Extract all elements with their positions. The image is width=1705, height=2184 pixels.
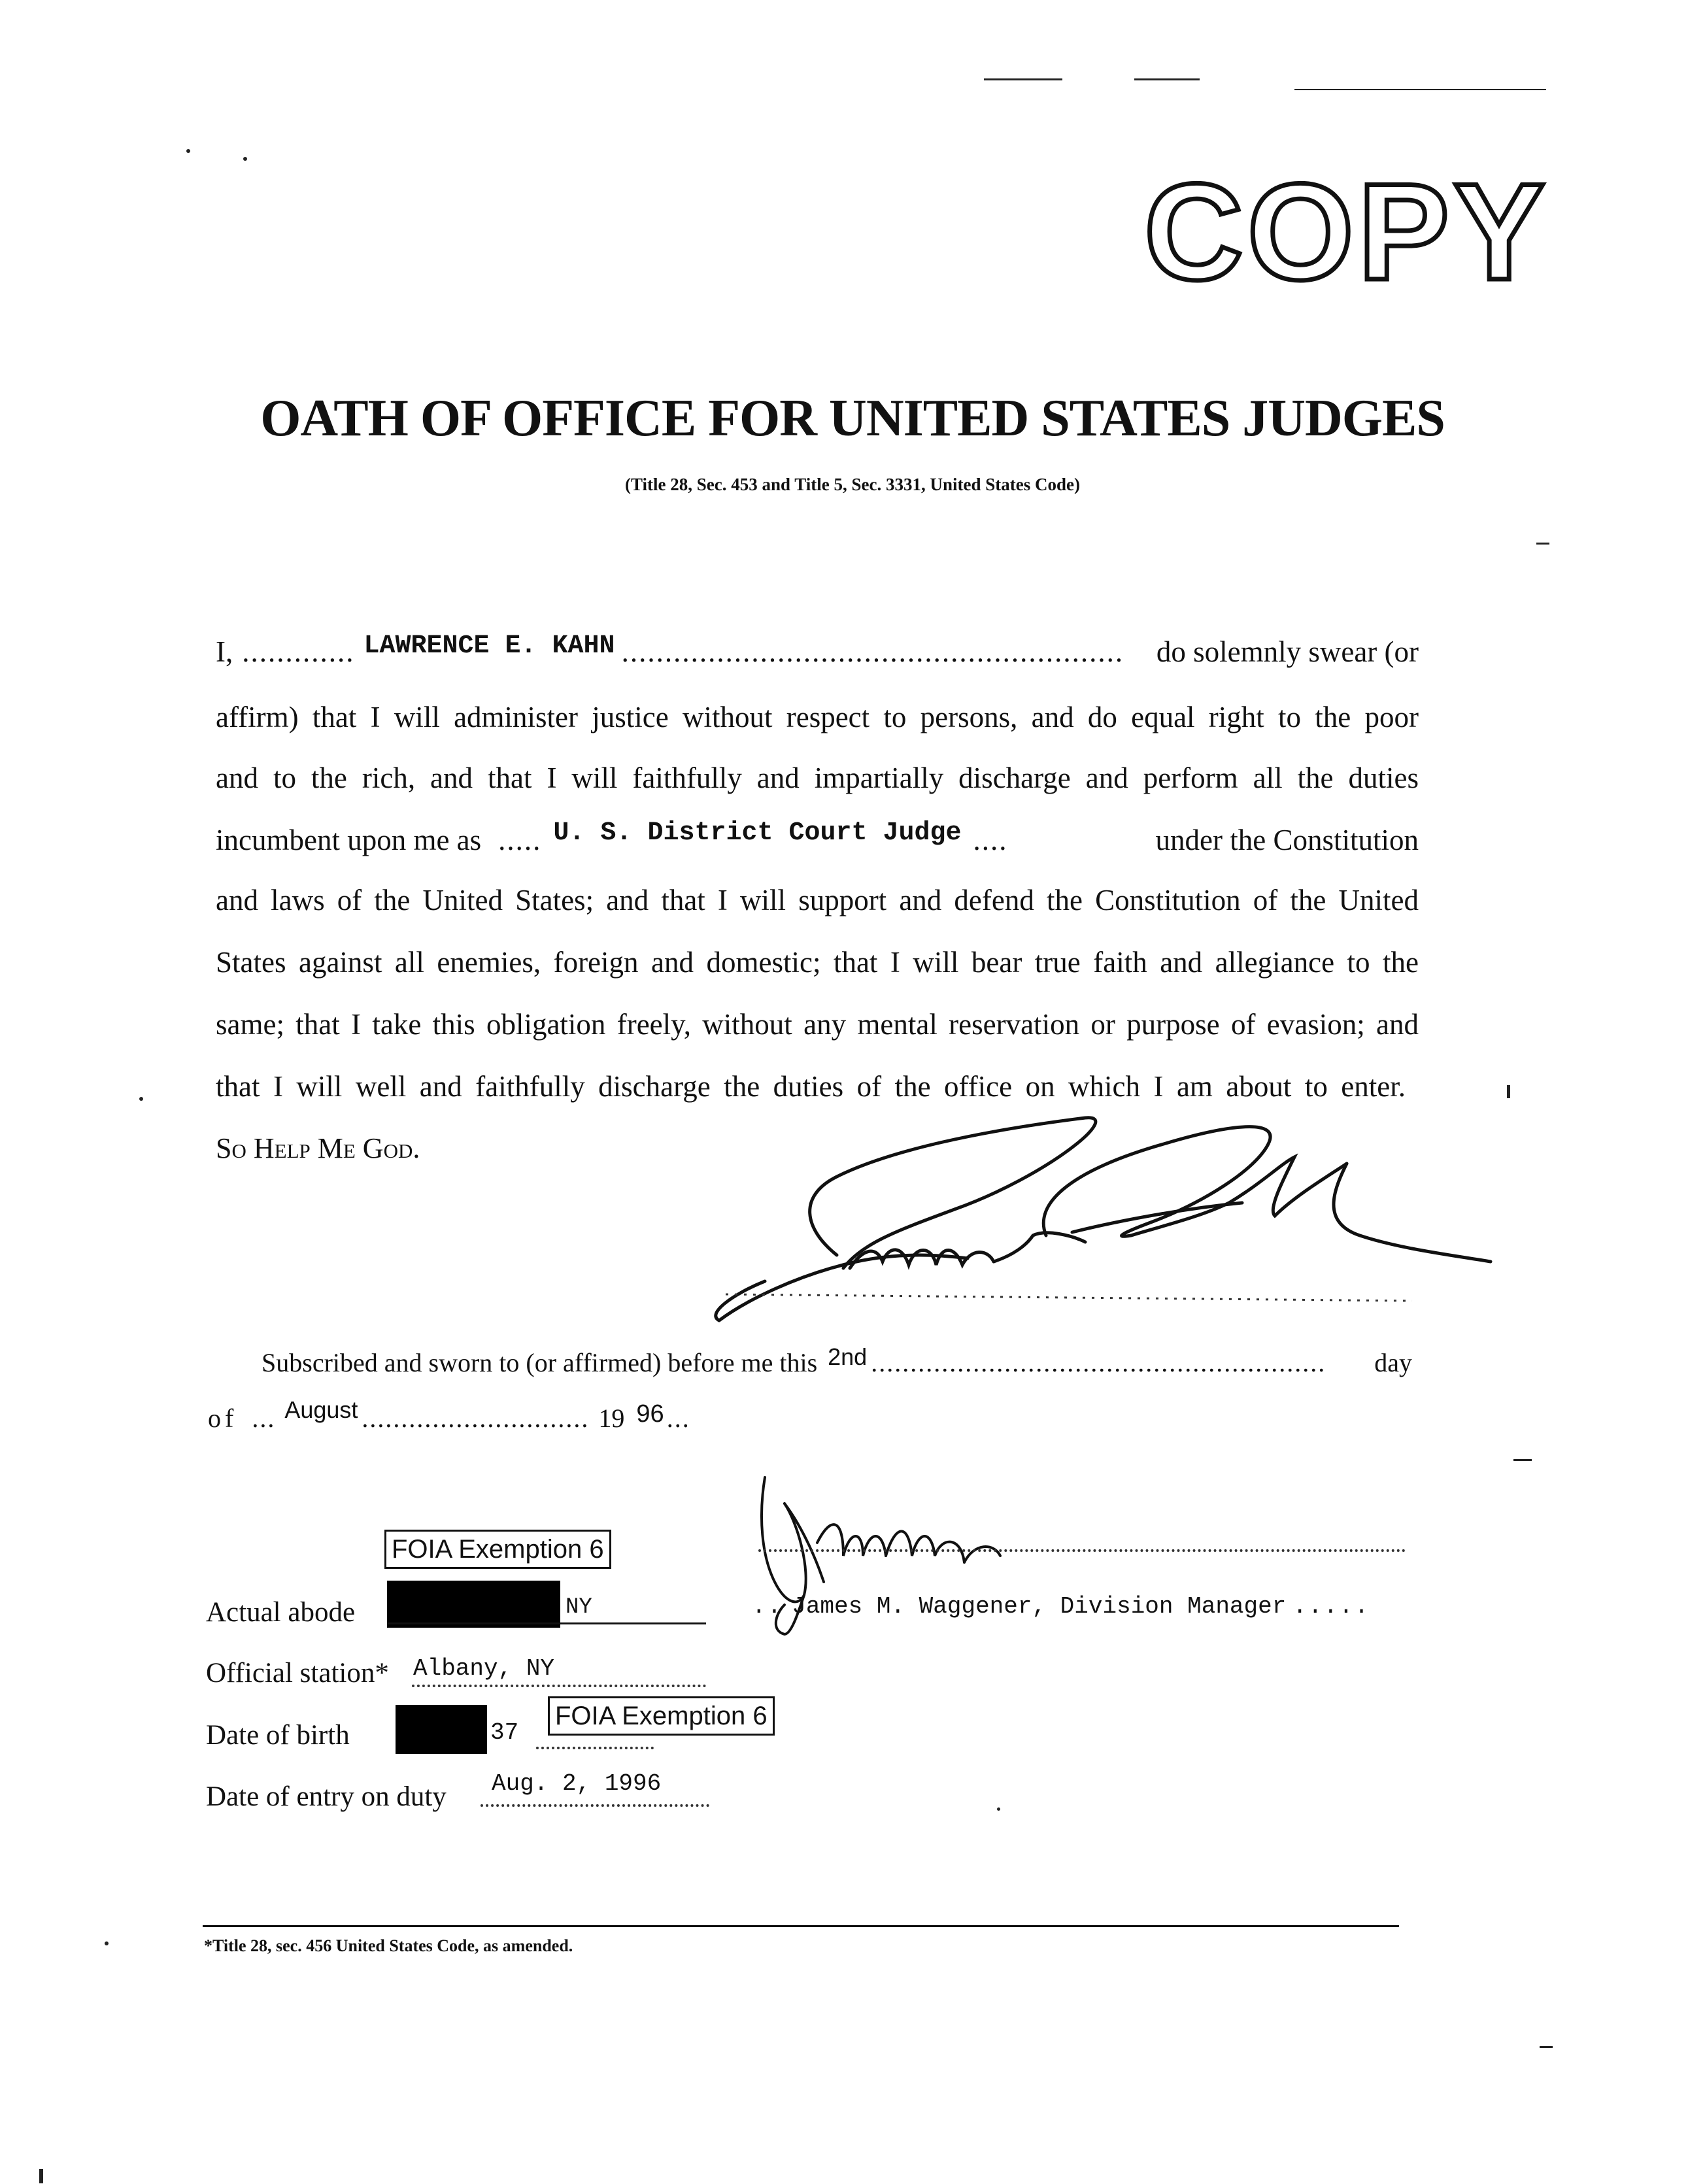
oath-line-6: States against all enemies, foreign and domestic; that I will bear true faith and allegiance to the bbox=[216, 946, 1419, 979]
oath-line-2: affirm) that I will administer justice without respect to persons, and do equal right to the poor bbox=[216, 701, 1419, 733]
oath-line-1 bbox=[216, 631, 1419, 669]
copy-stamp: COPY bbox=[1144, 155, 1549, 309]
oath-line-7: same; that I take this obligation freely, without any mental reservation or purpose of evasion; and bbox=[216, 1008, 1419, 1041]
scan-speck bbox=[997, 1807, 1000, 1811]
oath-line-4-suffix: under the Constitution bbox=[1155, 824, 1419, 856]
dot-leader: .......................................................... bbox=[621, 637, 1124, 667]
year-prefix: 19 bbox=[598, 1403, 625, 1433]
foia-exemption-box-abode: FOIA Exemption 6 bbox=[384, 1530, 611, 1569]
scan-speck bbox=[1513, 1459, 1532, 1461]
year-suffix: 96 bbox=[636, 1400, 664, 1428]
dot-leader: .......................................................... bbox=[871, 1350, 1326, 1376]
oath-line-1-suffix: do solemnly swear (or bbox=[1156, 635, 1419, 668]
station-label: Official station* bbox=[206, 1658, 389, 1688]
subscribed-month-line bbox=[208, 1396, 992, 1433]
subscribed-prefix: Subscribed and sworn to (or affirmed) before me this bbox=[262, 1348, 818, 1377]
top-rule-3 bbox=[1294, 89, 1546, 90]
abode-label: Actual abode bbox=[206, 1597, 356, 1628]
entry-dot-leader bbox=[481, 1804, 709, 1807]
officer-dot-leader-top bbox=[758, 1549, 1406, 1552]
dot-leader: ............. bbox=[242, 635, 355, 668]
oath-line-5: and laws of the United States; and that I will support and defend the Constitution of the United bbox=[216, 884, 1419, 916]
oath-prefix: I, bbox=[216, 635, 233, 668]
station-dot-leader bbox=[412, 1685, 706, 1687]
subscribed-month: August bbox=[284, 1396, 358, 1423]
office-title: U. S. District Court Judge bbox=[553, 818, 962, 848]
abode-underline bbox=[387, 1622, 706, 1624]
judge-name: LAWRENCE E. KAHN bbox=[363, 631, 615, 661]
scan-speck bbox=[243, 157, 247, 161]
footnote-rule bbox=[203, 1925, 1399, 1927]
dot-leader: .... bbox=[973, 824, 1008, 856]
subscribed-day: 2nd bbox=[828, 1343, 868, 1370]
entry-value: Aug. 2, 1996 bbox=[492, 1770, 662, 1797]
officer-line bbox=[752, 1595, 1399, 1619]
dot-leader: ..... bbox=[498, 824, 542, 856]
oath-closing: So Help Me God. bbox=[216, 1132, 420, 1164]
scan-speck bbox=[39, 2169, 43, 2183]
oath-line-8: that I will well and faithfully discharge the duties of the office on which I am about to enter. bbox=[216, 1070, 1406, 1103]
page-title: OATH OF OFFICE FOR UNITED STATES JUDGES bbox=[260, 390, 1445, 447]
oath-line-4 bbox=[216, 818, 1419, 857]
dob-value: 37 bbox=[490, 1719, 519, 1746]
dot-leader: ............................. bbox=[362, 1403, 590, 1433]
entry-label: Date of entry on duty bbox=[206, 1781, 447, 1812]
dob-dot-leader bbox=[536, 1747, 654, 1749]
oath-line-4-prefix: incumbent upon me as bbox=[216, 824, 482, 856]
top-rule-2 bbox=[1134, 78, 1200, 80]
officer-name-title: James M. Waggener, Division Manager bbox=[792, 1593, 1287, 1620]
of-label: of bbox=[208, 1403, 238, 1433]
scan-speck bbox=[1536, 543, 1549, 545]
dob-redaction bbox=[396, 1705, 487, 1754]
dot-leader: .. bbox=[752, 1593, 783, 1620]
foia-exemption-box-dob: FOIA Exemption 6 bbox=[548, 1696, 775, 1736]
scan-speck bbox=[186, 149, 190, 153]
subscribed-day-suffix: day bbox=[1374, 1348, 1412, 1377]
top-rule-1 bbox=[984, 78, 1062, 80]
dob-label: Date of birth bbox=[206, 1720, 350, 1751]
subscribed-line bbox=[262, 1343, 1412, 1377]
dot-leader: ... bbox=[252, 1403, 276, 1433]
abode-redaction bbox=[387, 1581, 560, 1628]
dot-leader: ..... bbox=[1292, 1593, 1370, 1620]
abode-value: NY bbox=[566, 1595, 592, 1620]
page-subtitle: (Title 28, Sec. 453 and Title 5, Sec. 3331, United States Code) bbox=[625, 475, 1080, 494]
footnote: *Title 28, sec. 456 United States Code, as amended. bbox=[204, 1936, 573, 1955]
dot-leader: ... bbox=[666, 1403, 690, 1433]
scan-speck bbox=[105, 1941, 109, 1945]
scan-speck bbox=[1540, 2046, 1553, 2048]
scan-speck bbox=[1507, 1085, 1510, 1098]
oath-line-3: and to the rich, and that I will faithfully and impartially discharge and perform all the duties bbox=[216, 762, 1419, 794]
station-value: Albany, NY bbox=[413, 1655, 555, 1682]
scan-speck bbox=[139, 1097, 143, 1101]
judge-signature bbox=[706, 1105, 1504, 1327]
